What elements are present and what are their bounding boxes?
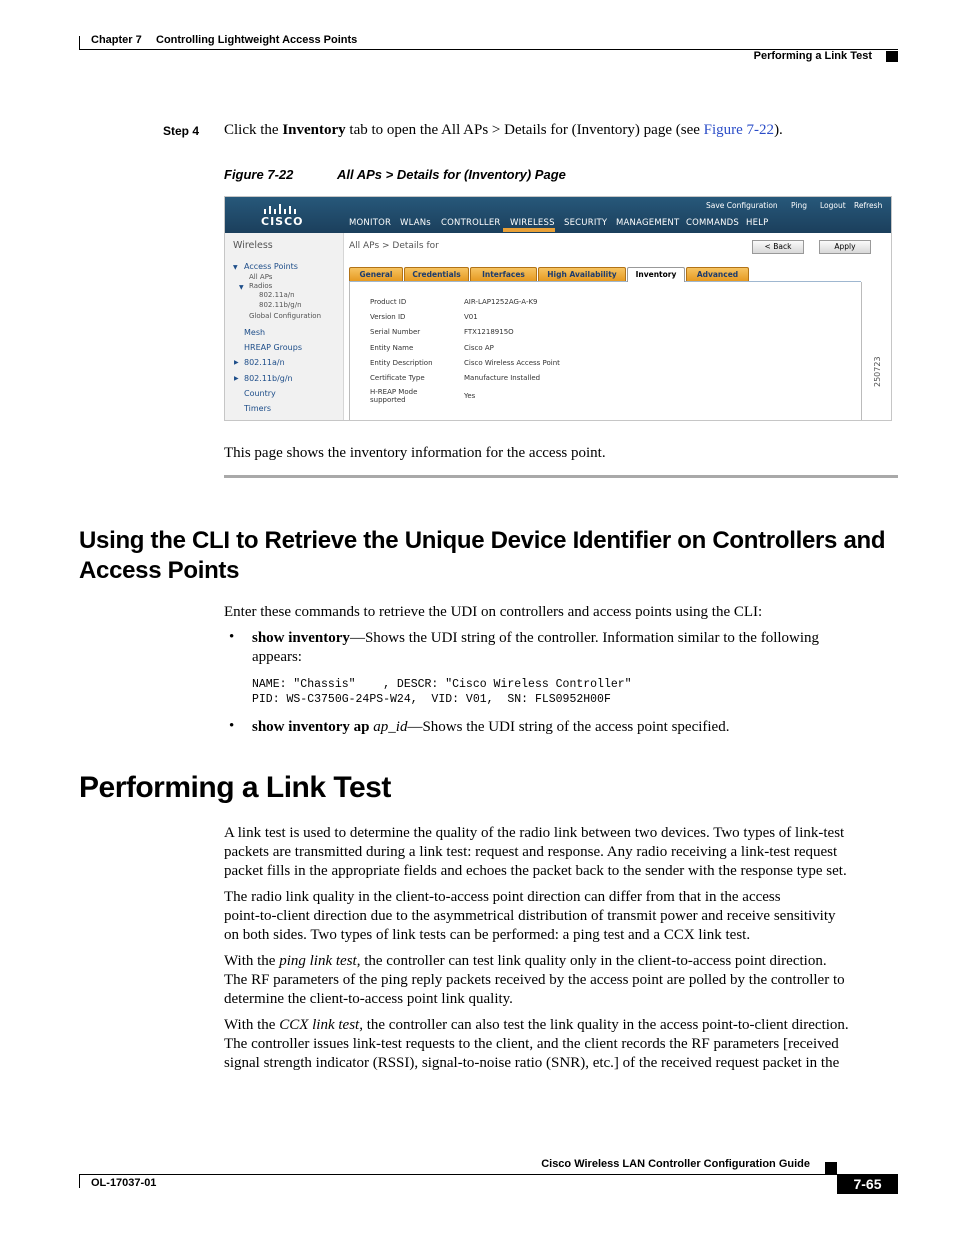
- paragraph-line: The RF parameters of the ping reply packets received by the access point are polled by the controller to: [224, 972, 845, 988]
- section1-title: [79, 526, 899, 586]
- tab-inventory[interactable]: Inventory: [627, 267, 685, 282]
- header-block: [886, 51, 898, 62]
- field-value: Yes: [464, 392, 476, 400]
- sidebar-item-radio-bg[interactable]: 802.11b/g/n: [259, 301, 302, 309]
- inventory-panel: [349, 282, 862, 420]
- paragraph-line: [224, 952, 904, 971]
- field-value: AIR-LAP1252AG-A-K9: [464, 298, 538, 306]
- p4-post: , the controller can also test the link quality in the access point-to-client direction.: [359, 1017, 849, 1033]
- menu-controller[interactable]: CONTROLLER: [441, 218, 501, 228]
- field-label: H-REAP Mode: [370, 388, 418, 396]
- sidebar-item-all-aps[interactable]: All APs: [249, 273, 273, 281]
- figure-watermark: 250723: [873, 356, 882, 387]
- tab-credentials[interactable]: Credentials: [404, 267, 469, 281]
- paragraph-line: [224, 1016, 904, 1035]
- menu-help[interactable]: HELP: [746, 218, 769, 228]
- collapse-triangle-icon[interactable]: ▶: [234, 375, 239, 382]
- section2-title: Performing a Link Test: [79, 771, 391, 804]
- bullet1-command: show inventory: [252, 630, 350, 646]
- tab-interfaces[interactable]: Interfaces: [470, 267, 537, 281]
- paragraph-line: packet fills in the appropriate fields and echoes the packet back to the sender with the response type set.: [224, 863, 847, 879]
- step-mid: tab to open the All APs > Details for (Inventory) page (see: [345, 122, 704, 138]
- paragraph-4: [224, 1016, 904, 1073]
- bullet1-text: [252, 629, 819, 648]
- bullet1-text2: appears:: [252, 649, 302, 665]
- footer-page-number: 7-65: [837, 1175, 898, 1194]
- step-pre: Click the: [224, 122, 283, 138]
- sidebar-item-country[interactable]: Country: [244, 389, 276, 398]
- expand-triangle-icon[interactable]: ▼: [233, 264, 238, 271]
- tab-general[interactable]: General: [349, 267, 403, 281]
- paragraph-line: A link test is used to determine the quality of the radio link between two devices. Two types of link-test: [224, 825, 845, 841]
- cisco-logo-text: CISCO: [261, 215, 304, 228]
- code-line-1: NAME: "Chassis" , DESCR: "Cisco Wireless Controller": [252, 678, 632, 691]
- field-label: Version ID: [370, 313, 406, 321]
- paragraph-line: signal strength indicator (RSSI), signal-to-noise ratio (SNR), etc.] of the received request packet in the: [224, 1055, 840, 1071]
- bullet2-desc: —Shows the UDI string of the access point specified.: [407, 719, 730, 735]
- field-label: Product ID: [370, 298, 407, 306]
- p3-pre: With the: [224, 953, 280, 969]
- bullet2-argument: ap_id: [373, 719, 408, 735]
- field-label: supported: [370, 396, 406, 404]
- section1-intro: Enter these commands to retrieve the UDI on controllers and access points using the CLI:: [224, 604, 763, 620]
- back-button[interactable]: < Back: [752, 240, 804, 254]
- paragraph-line: on both sides. Two types of link tests can be performed: a ping test and a CCX link test.: [224, 927, 751, 943]
- field-value: V01: [464, 313, 478, 321]
- paragraph-line: point-to-client direction due to the asymmetrical distribution of transmit power and receive sensitivity: [224, 908, 836, 924]
- field-label: Entity Description: [370, 359, 433, 367]
- step-label: Step 4: [163, 124, 200, 138]
- step-post: ).: [774, 122, 783, 138]
- ping-link[interactable]: Ping: [791, 201, 807, 210]
- step-bold: Inventory: [282, 122, 346, 138]
- header-chapter-title: Controlling Lightweight Access Points: [156, 34, 358, 46]
- bullet2-text: [252, 718, 729, 737]
- sidebar-item-global-config[interactable]: Global Configuration: [249, 312, 322, 320]
- sidebar-title: Wireless: [233, 240, 273, 251]
- menu-monitor[interactable]: MONITOR: [349, 218, 392, 228]
- field-value: Cisco Wireless Access Point: [464, 359, 560, 367]
- tab-high-availability[interactable]: High Availability: [538, 267, 626, 281]
- section1-title-line2: Access Points: [79, 557, 240, 584]
- figure-link[interactable]: Figure 7-22: [703, 122, 775, 138]
- expand-triangle-icon[interactable]: ▼: [239, 284, 244, 291]
- paragraph-line: The radio link quality in the client-to-access point direction can differ from that in the access: [224, 889, 781, 905]
- screenshot-sidebar: [225, 233, 344, 420]
- bullet2-command: show inventory ap: [252, 719, 374, 735]
- sidebar-item-radios[interactable]: Radios: [249, 282, 273, 290]
- bullet1-desc: —Shows the UDI string of the controller. Information similar to the following: [349, 630, 820, 646]
- paragraph-line: The controller issues link-test requests to the client, and the client records the RF parameters [received: [224, 1036, 839, 1052]
- bullet-glyph: •: [229, 718, 235, 734]
- tab-advanced[interactable]: Advanced: [686, 267, 749, 281]
- sidebar-item-timers[interactable]: Timers: [244, 404, 272, 413]
- save-configuration-link[interactable]: Save Configuration: [706, 201, 778, 210]
- header-tick: [79, 36, 80, 50]
- sidebar-item-80211a[interactable]: 802.11a/n: [244, 358, 285, 367]
- menu-commands[interactable]: COMMANDS: [686, 218, 740, 228]
- header-chapter: Chapter 7: [91, 34, 142, 46]
- logout-link[interactable]: Logout: [820, 201, 846, 210]
- figure-number: Figure 7-22: [224, 167, 294, 182]
- p4-pre: With the: [224, 1017, 280, 1033]
- figure-title: All APs > Details for (Inventory) Page: [337, 167, 566, 182]
- field-label: Serial Number: [370, 328, 421, 336]
- field-value: Cisco AP: [464, 344, 494, 352]
- paragraph-3: [224, 952, 904, 1009]
- figure-screenshot: [224, 196, 892, 421]
- menu-wireless[interactable]: WIRELESS: [510, 218, 555, 228]
- footer-tick: [79, 1174, 80, 1188]
- bullet-glyph: •: [229, 629, 235, 645]
- menu-security[interactable]: SECURITY: [564, 218, 608, 228]
- field-label: Entity Name: [370, 344, 414, 352]
- paragraph-2: [224, 888, 904, 945]
- menu-wlans[interactable]: WLANs: [400, 218, 431, 228]
- p3-post: , the controller can test link quality only in the client-to-access point direction.: [356, 953, 827, 969]
- step-text: [224, 121, 783, 140]
- footer-block: [825, 1162, 837, 1174]
- menu-management[interactable]: MANAGEMENT: [616, 218, 680, 228]
- section-rule: [224, 475, 898, 478]
- sidebar-item-hreap-groups[interactable]: HREAP Groups: [244, 343, 302, 352]
- field-label: Certificate Type: [370, 374, 425, 382]
- p3-emphasis: ping link test: [279, 953, 357, 969]
- cisco-logo-icon: [263, 204, 307, 214]
- sidebar-item-80211bg[interactable]: 802.11b/g/n: [244, 374, 293, 383]
- after-figure-text: This page shows the inventory information for the access point.: [224, 445, 606, 461]
- footer-rule: [79, 1174, 898, 1175]
- field-value: FTX1218915O: [464, 328, 514, 336]
- collapse-triangle-icon[interactable]: ▶: [234, 359, 239, 366]
- header-section: Performing a Link Test: [753, 50, 872, 62]
- code-line-2: PID: WS-C3750G-24PS-W24, VID: V01, SN: FLS0952H00F: [252, 693, 611, 706]
- paragraph-line: determine the client-to-access point link quality.: [224, 991, 513, 1007]
- menu-active-indicator: [503, 228, 555, 232]
- section1-title-line1: Using the CLI to Retrieve the Unique Device Identifier on Controllers and: [79, 527, 886, 554]
- sidebar-item-radio-a[interactable]: 802.11a/n: [259, 291, 295, 299]
- paragraph-1: [224, 824, 904, 881]
- footer-doc-id: OL-17037-01: [91, 1177, 157, 1189]
- sidebar-item-mesh[interactable]: Mesh: [244, 328, 266, 337]
- paragraph-line: packets are transmitted during a link test: request and response. Any radio receiving a link-test request: [224, 844, 838, 860]
- refresh-link[interactable]: Refresh: [854, 201, 883, 210]
- apply-button[interactable]: Apply: [819, 240, 871, 254]
- p4-emphasis: CCX link test: [279, 1017, 360, 1033]
- sidebar-item-access-points[interactable]: Access Points: [244, 262, 298, 271]
- footer-guide-title: Cisco Wireless LAN Controller Configuration Guide: [541, 1158, 810, 1170]
- field-value: Manufacture Installed: [464, 374, 541, 382]
- breadcrumb: All APs > Details for: [349, 241, 439, 251]
